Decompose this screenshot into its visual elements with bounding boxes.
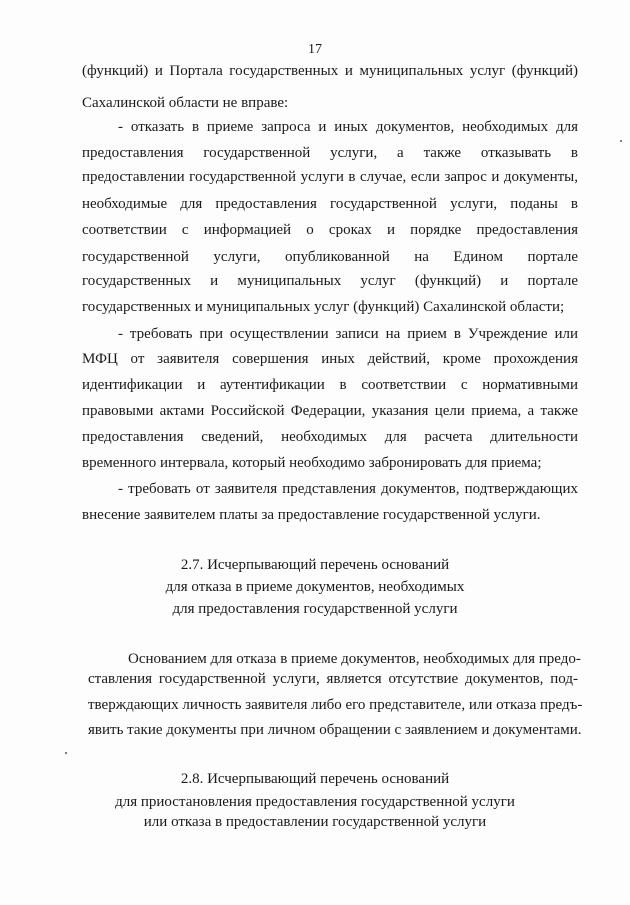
text-line: внесение заявителем платы за предоставление государственной услуги.	[82, 507, 541, 523]
text-line: соответствии с информацией о сроках и порядке предоставления	[82, 222, 578, 238]
text-line: МФЦ от заявителя совершения иных действий, кроме прохождения	[82, 351, 578, 367]
list-item-line: - требовать при осуществлении записи на прием в Учреждение или	[118, 326, 578, 342]
text-line: предоставления государственной услуги, а также отказывать в	[82, 145, 578, 161]
text-line: правовыми актами Российской Федерации, указания цели приема, а также	[82, 403, 578, 419]
paragraph-line: ставления государственной услуги, является отсутствие документов, под-	[88, 671, 578, 687]
section-heading: для отказа в приеме документов, необходимых	[165, 579, 465, 595]
section-heading: для предоставления государственной услуги	[172, 601, 458, 617]
text-line: идентификации и аутентификации в соответствии с нормативными	[82, 377, 578, 393]
text-line: Сахалинской области не вправе:	[82, 95, 289, 111]
text-line: государственных и муниципальных услуг (функций) Сахалинской области;	[82, 299, 565, 315]
text-line: государственной услуги, опубликованной на Едином портале	[82, 249, 578, 265]
text-line: временного интервала, который необходимо забронировать для приема;	[82, 455, 542, 471]
list-item-line: - отказать в приеме запроса и иных документов, необходимых для	[118, 119, 578, 135]
scan-speck	[620, 140, 622, 142]
text-line: предоставления сведений, необходимых для расчета длительности	[82, 429, 578, 445]
text-line: государственных и муниципальных услуг (функций) и портале	[82, 273, 578, 289]
paragraph-line: явить такие документы при личном обращении с заявлением и документами.	[88, 722, 582, 738]
section-heading: 2.8. Исчерпывающий перечень оснований	[180, 771, 450, 787]
text-line: (функций) и Портала государственных и муниципальных услуг (функций)	[82, 63, 578, 79]
section-heading: для приостановления предоставления государственной услуги	[115, 794, 515, 810]
section-heading: или отказа в предоставлении государственной услуги	[143, 814, 487, 830]
text-line: предоставлении государственной услуги в случае, если запрос и документы,	[82, 169, 578, 185]
paragraph-line: тверждающих личность заявителя либо его представителе, или отказа предъ-	[88, 697, 583, 713]
paragraph-line: Основанием для отказа в приеме документов, необходимых для предо-	[128, 651, 581, 667]
page-number: 17	[308, 42, 322, 57]
list-item-line: - требовать от заявителя представления документов, подтверждающих	[118, 481, 578, 497]
section-heading: 2.7. Исчерпывающий перечень оснований	[180, 557, 450, 573]
scan-speck	[65, 752, 67, 754]
text-line: необходимые для предоставления государственной услуги, поданы в	[82, 196, 578, 212]
